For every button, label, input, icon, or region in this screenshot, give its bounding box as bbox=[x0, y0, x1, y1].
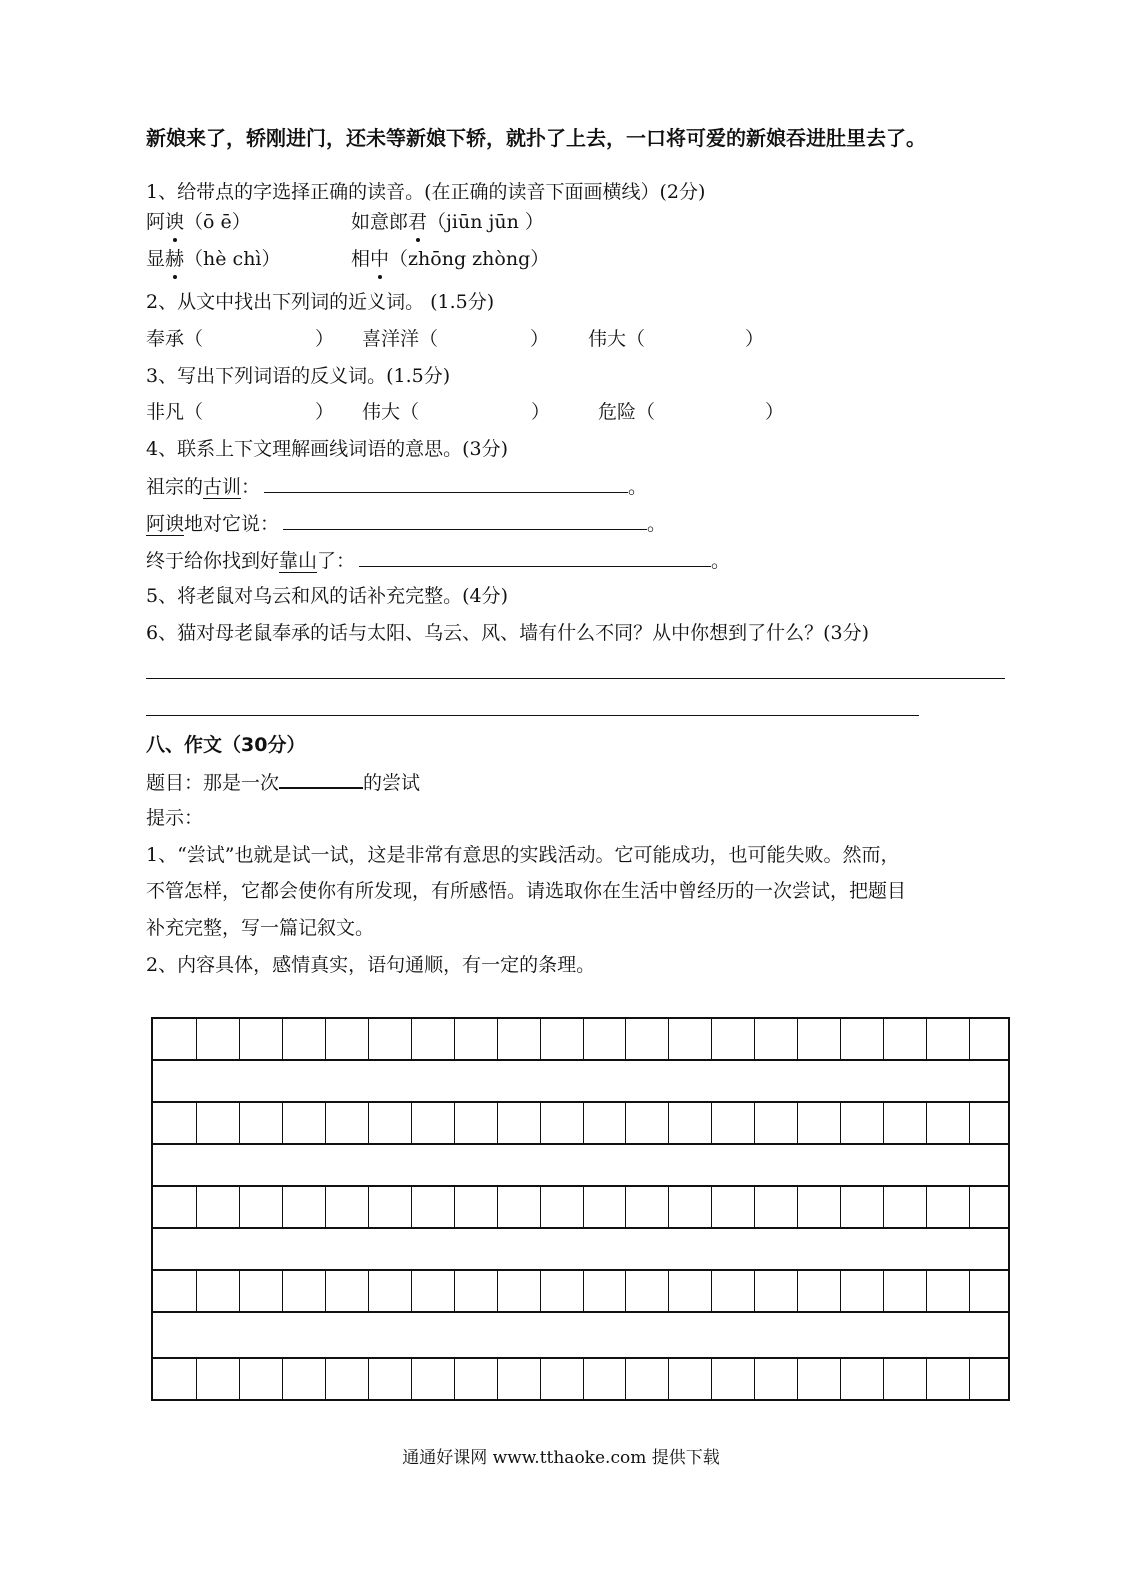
grid-cell-divider bbox=[282, 1019, 283, 1059]
grid-cell-divider bbox=[668, 1359, 669, 1399]
grid-cell-divider bbox=[239, 1019, 240, 1059]
hint-1-a: 1、“尝试”也就是试一试，这是非常有意思的实践活动。它可能成功，也可能失败。然而， bbox=[146, 844, 900, 866]
essay-topic: 题目：那是一次 的尝试 bbox=[146, 769, 420, 795]
grid-cell-divider bbox=[583, 1359, 584, 1399]
grid-cell-divider bbox=[969, 1359, 970, 1399]
hint-label: 提示： bbox=[146, 807, 204, 829]
grid-cell-divider bbox=[926, 1271, 927, 1311]
dotted-char: 君 bbox=[408, 211, 428, 233]
grid-cell-divider bbox=[797, 1019, 798, 1059]
grid-cell-divider bbox=[540, 1019, 541, 1059]
grid-cell-divider bbox=[239, 1103, 240, 1143]
grid-cell-divider bbox=[196, 1187, 197, 1227]
grid-cell-divider bbox=[497, 1271, 498, 1311]
grid-cell-divider bbox=[325, 1187, 326, 1227]
grid-cell-divider bbox=[797, 1187, 798, 1227]
q4-line-2: 阿谀地对它说： 。 bbox=[146, 513, 667, 535]
grid-cell-divider bbox=[840, 1103, 841, 1143]
grid-cell-divider bbox=[969, 1019, 970, 1059]
grid-cell-divider bbox=[196, 1019, 197, 1059]
grid-row[interactable] bbox=[151, 1017, 1010, 1061]
q1-item-2: 如意郎君（jiūn jūn ） bbox=[351, 211, 544, 233]
grid-cell-divider bbox=[754, 1103, 755, 1143]
grid-cell-divider bbox=[540, 1271, 541, 1311]
grid-cell-divider bbox=[282, 1359, 283, 1399]
grid-cell-divider bbox=[797, 1103, 798, 1143]
grid-cell-divider bbox=[411, 1103, 412, 1143]
q5-title: 5、将老鼠对乌云和风的话补充完整。(4分) bbox=[146, 585, 509, 607]
grid-cell-divider bbox=[583, 1019, 584, 1059]
grid-cell-divider bbox=[454, 1187, 455, 1227]
grid-cell-divider bbox=[368, 1271, 369, 1311]
grid-row-gap bbox=[151, 1229, 1010, 1269]
grid-cell-divider bbox=[840, 1019, 841, 1059]
grid-cell-divider bbox=[754, 1271, 755, 1311]
grid-cell-divider bbox=[797, 1271, 798, 1311]
grid-cell-divider bbox=[196, 1103, 197, 1143]
grid-cell-divider bbox=[754, 1187, 755, 1227]
dotted-char: 谀 bbox=[165, 211, 185, 233]
grid-cell-divider bbox=[926, 1187, 927, 1227]
grid-cell-divider bbox=[282, 1187, 283, 1227]
grid-cell-divider bbox=[668, 1271, 669, 1311]
grid-cell-divider bbox=[454, 1271, 455, 1311]
grid-cell-divider bbox=[711, 1187, 712, 1227]
grid-cell-divider bbox=[969, 1271, 970, 1311]
grid-cell-divider bbox=[368, 1359, 369, 1399]
grid-cell-divider bbox=[711, 1271, 712, 1311]
q3-title: 3、写出下列词语的反义词。(1.5分) bbox=[146, 365, 451, 387]
section-8-heading: 八、作文（30分） bbox=[146, 734, 306, 756]
grid-cell-divider bbox=[625, 1271, 626, 1311]
grid-cell-divider bbox=[497, 1103, 498, 1143]
grid-cell-divider bbox=[883, 1103, 884, 1143]
grid-cell-divider bbox=[668, 1103, 669, 1143]
q4-title: 4、联系上下文理解画线词语的意思。(3分) bbox=[146, 438, 509, 460]
grid-cell-divider bbox=[711, 1019, 712, 1059]
grid-cell-divider bbox=[454, 1019, 455, 1059]
grid-cell-divider bbox=[368, 1187, 369, 1227]
hint-2: 2、内容具体，感情真实，语句通顺，有一定的条理。 bbox=[146, 954, 596, 976]
grid-cell-divider bbox=[497, 1187, 498, 1227]
grid-cell-divider bbox=[625, 1019, 626, 1059]
grid-cell-divider bbox=[840, 1359, 841, 1399]
grid-cell-divider bbox=[625, 1103, 626, 1143]
grid-cell-divider bbox=[926, 1359, 927, 1399]
grid-cell-divider bbox=[583, 1271, 584, 1311]
footer: 通通好课网 www.tthaoke.com 提供下载 bbox=[402, 1448, 720, 1468]
grid-cell-divider bbox=[239, 1359, 240, 1399]
grid-cell-divider bbox=[454, 1103, 455, 1143]
grid-cell-divider bbox=[368, 1019, 369, 1059]
grid-row[interactable] bbox=[151, 1185, 1010, 1229]
grid-cell-divider bbox=[239, 1187, 240, 1227]
grid-cell-divider bbox=[583, 1103, 584, 1143]
grid-cell-divider bbox=[883, 1359, 884, 1399]
grid-row[interactable] bbox=[151, 1101, 1010, 1145]
grid-cell-divider bbox=[883, 1271, 884, 1311]
dotted-char: 中 bbox=[370, 248, 390, 270]
dotted-char: 赫 bbox=[165, 248, 185, 270]
grid-cell-divider bbox=[840, 1271, 841, 1311]
grid-cell-divider bbox=[196, 1359, 197, 1399]
grid-cell-divider bbox=[625, 1359, 626, 1399]
grid-cell-divider bbox=[711, 1359, 712, 1399]
underlined-word: 靠山 bbox=[279, 550, 318, 572]
grid-cell-divider bbox=[969, 1187, 970, 1227]
q3-word-2: 伟大（ ） bbox=[362, 401, 551, 423]
grid-cell-divider bbox=[969, 1103, 970, 1143]
grid-cell-divider bbox=[325, 1359, 326, 1399]
grid-cell-divider bbox=[540, 1103, 541, 1143]
grid-cell-divider bbox=[540, 1359, 541, 1399]
grid-cell-divider bbox=[668, 1019, 669, 1059]
passage-ending: 新娘来了，轿刚进门，还未等新娘下轿，就扑了上去，一口将可爱的新娘吞进肚里去了。 bbox=[146, 126, 926, 150]
grid-cell-divider bbox=[754, 1019, 755, 1059]
grid-cell-divider bbox=[325, 1103, 326, 1143]
q1-item-4: 相中（zhōng zhòng） bbox=[351, 248, 550, 270]
hint-1-c: 补充完整，写一篇记叙文。 bbox=[146, 917, 375, 939]
grid-cell-divider bbox=[926, 1103, 927, 1143]
q2-word-3: 伟大（ ） bbox=[588, 328, 765, 350]
grid-cell-divider bbox=[282, 1103, 283, 1143]
grid-cell-divider bbox=[711, 1103, 712, 1143]
grid-cell-divider bbox=[196, 1271, 197, 1311]
grid-row[interactable] bbox=[151, 1357, 1010, 1401]
grid-cell-divider bbox=[282, 1271, 283, 1311]
grid-cell-divider bbox=[926, 1019, 927, 1059]
grid-cell-divider bbox=[325, 1019, 326, 1059]
underlined-word: 阿谀 bbox=[146, 513, 185, 535]
grid-cell-divider bbox=[883, 1019, 884, 1059]
grid-cell-divider bbox=[840, 1187, 841, 1227]
grid-row-gap bbox=[151, 1145, 1010, 1185]
grid-cell-divider bbox=[583, 1187, 584, 1227]
q2-word-1: 奉承（ ） bbox=[146, 328, 335, 350]
grid-cell-divider bbox=[411, 1187, 412, 1227]
underlined-word: 古训 bbox=[203, 476, 242, 498]
q1-item-3: 显赫（hè chì） bbox=[146, 248, 281, 270]
grid-cell-divider bbox=[497, 1019, 498, 1059]
grid-cell-divider bbox=[797, 1359, 798, 1399]
grid-cell-divider bbox=[368, 1103, 369, 1143]
q2-word-2: 喜洋洋（ ） bbox=[362, 328, 550, 350]
q6-title: 6、猫对母老鼠奉承的话与太阳、乌云、风、墙有什么不同？从中你想到了什么？(3分) bbox=[146, 622, 870, 644]
q3-word-1: 非凡（ ） bbox=[146, 401, 335, 423]
grid-cell-divider bbox=[668, 1187, 669, 1227]
grid-cell-divider bbox=[625, 1187, 626, 1227]
grid-cell-divider bbox=[325, 1271, 326, 1311]
grid-cell-divider bbox=[454, 1359, 455, 1399]
q3-word-3: 危险（ ） bbox=[598, 401, 785, 423]
answer-line[interactable] bbox=[146, 715, 919, 716]
grid-cell-divider bbox=[754, 1359, 755, 1399]
answer-blank[interactable] bbox=[359, 548, 711, 567]
grid-cell-divider bbox=[239, 1271, 240, 1311]
answer-blank[interactable] bbox=[283, 511, 647, 530]
q4-line-3: 终于给你找到好靠山了： 。 bbox=[146, 550, 731, 572]
grid-cell-divider bbox=[540, 1187, 541, 1227]
grid-cell-divider bbox=[411, 1359, 412, 1399]
answer-blank[interactable] bbox=[264, 474, 628, 493]
answer-line[interactable] bbox=[146, 678, 1005, 679]
grid-cell-divider bbox=[411, 1271, 412, 1311]
q4-line-1: 祖宗的古训： 。 bbox=[146, 476, 648, 498]
grid-cell-divider bbox=[497, 1359, 498, 1399]
grid-cell-divider bbox=[411, 1019, 412, 1059]
q1-item-1: 阿谀（ō ē） bbox=[146, 211, 251, 233]
grid-row-gap bbox=[151, 1313, 1010, 1357]
topic-blank[interactable] bbox=[279, 769, 363, 789]
grid-row-gap bbox=[151, 1061, 1010, 1101]
hint-1-b: 不管怎样，它都会使你有所发现，有所感悟。请选取你在生活中曾经历的一次尝试，把题目 bbox=[146, 880, 907, 902]
q1-title: 1、给带点的字选择正确的读音。(在正确的读音下面画横线）(2分) bbox=[146, 181, 706, 203]
grid-cell-divider bbox=[883, 1187, 884, 1227]
q2-title: 2、从文中找出下列词的近义词。 (1.5分) bbox=[146, 291, 495, 313]
grid-row[interactable] bbox=[151, 1269, 1010, 1313]
